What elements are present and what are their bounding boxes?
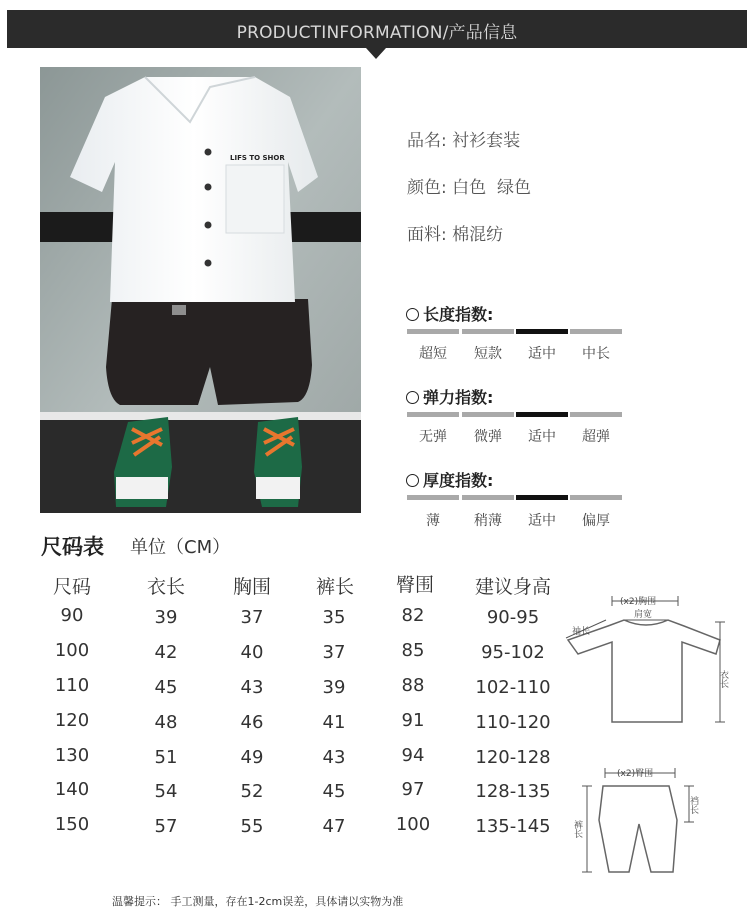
elasticity-level-2: 微弹: [474, 429, 502, 445]
pants-length-label: 裤长: [572, 820, 582, 838]
shoulder-label: 肩宽: [634, 610, 653, 620]
elasticity-bar-1: [407, 412, 459, 417]
table-cell: 120-128: [475, 747, 551, 768]
table-cell: 54: [154, 781, 178, 802]
thickness-level-2: 稍薄: [474, 513, 502, 529]
length-label: 衣长: [718, 670, 728, 688]
table-cell: 45: [154, 677, 178, 698]
table-cell: 57: [154, 816, 178, 837]
table-cell: 130: [54, 745, 90, 766]
table-cell: 55: [240, 816, 264, 837]
rise-label: 裆长: [688, 796, 698, 814]
thickness-bar-2: [462, 495, 514, 500]
table-cell: 90: [60, 605, 84, 626]
measurement-note: 温馨提示： 手工测量，存在1-2cm误差，具体请以实物为准: [112, 895, 404, 908]
elasticity-bar-3-selected: [516, 412, 568, 417]
table-cell: 90-95: [486, 607, 540, 628]
header-height: 建议身高: [474, 576, 551, 598]
product-fabric-value: 棉混纺: [452, 225, 504, 245]
hip-label: (x2)臀围: [617, 769, 654, 779]
table-cell: 39: [154, 607, 178, 628]
elasticity-level-4: 超弹: [582, 429, 610, 445]
header-title: PRODUCTINFORMATION/产品信息: [236, 23, 518, 43]
size-chart-title: 尺码表: [41, 535, 104, 559]
table-cell: 100: [395, 814, 431, 835]
table-cell: 91: [401, 710, 425, 731]
circle-icon: [406, 474, 419, 487]
size-chart-unit: 单位（CM）: [130, 537, 231, 558]
thickness-level-4: 偏厚: [582, 513, 610, 529]
thickness-bar-1: [407, 495, 459, 500]
table-cell: 120: [54, 710, 90, 731]
table-cell: 95-102: [481, 642, 545, 663]
length-level-1: 超短: [419, 346, 447, 362]
table-cell: 35: [322, 607, 346, 628]
header-size: 尺码: [52, 576, 91, 598]
table-cell: 128-135: [475, 781, 551, 802]
header-pointer: [366, 48, 386, 59]
product-fabric-label: 面料:: [407, 225, 447, 245]
table-cell: 40: [240, 642, 264, 663]
table-cell: 42: [154, 642, 178, 663]
table-cell: 41: [322, 712, 346, 733]
length-level-3: 适中: [528, 346, 556, 362]
table-cell: 47: [322, 816, 346, 837]
table-cell: 43: [322, 747, 346, 768]
length-bar-1: [407, 329, 459, 334]
table-cell: 85: [401, 640, 425, 661]
length-index-title: 长度指数:: [406, 302, 493, 325]
elasticity-bar-4: [570, 412, 622, 417]
product-photo: [40, 67, 361, 513]
elasticity-level-1: 无弹: [419, 429, 447, 445]
product-color-row: [407, 173, 531, 198]
elasticity-level-3: 适中: [528, 429, 556, 445]
shirt-print: LIFS TO SHOR: [230, 154, 285, 162]
table-cell: 45: [322, 781, 346, 802]
product-color-value: 白色 绿色: [452, 178, 531, 198]
thickness-index-title: 厚度指数:: [406, 468, 493, 491]
product-color-label: 颜色:: [407, 178, 447, 198]
table-cell: 39: [322, 677, 346, 698]
table-cell: 140: [54, 779, 90, 800]
table-cell: 46: [240, 712, 264, 733]
length-bar-4: [570, 329, 622, 334]
product-fabric-row: [407, 220, 503, 245]
table-cell: 88: [401, 675, 425, 696]
table-cell: 37: [322, 642, 346, 663]
table-cell: 48: [154, 712, 178, 733]
table-cell: 51: [154, 747, 178, 768]
length-level-2: 短款: [474, 346, 502, 362]
table-cell: 102-110: [475, 677, 551, 698]
shirt-measure-diagram: [560, 590, 740, 730]
thickness-level-1: 薄: [426, 513, 440, 529]
table-cell: 43: [240, 677, 264, 698]
header-pants-length: 裤长: [315, 576, 354, 598]
thickness-bar-3-selected: [516, 495, 568, 500]
table-cell: 37: [240, 607, 264, 628]
table-cell: 97: [401, 779, 425, 800]
table-cell: 52: [240, 781, 264, 802]
table-cell: 49: [240, 747, 264, 768]
length-level-4: 中长: [582, 346, 610, 362]
elasticity-index-title: 弹力指数:: [406, 385, 493, 408]
table-cell: 94: [401, 745, 425, 766]
chest-label: (x2)胸围: [620, 597, 657, 607]
table-cell: 110: [54, 675, 90, 696]
elasticity-bar-2: [462, 412, 514, 417]
table-cell: 135-145: [475, 816, 551, 837]
header-bar: [7, 10, 747, 48]
table-cell: 110-120: [475, 712, 551, 733]
header-length: 衣长: [146, 576, 185, 598]
circle-icon: [406, 391, 419, 404]
header-chest: 胸围: [232, 576, 271, 598]
product-name-row: [407, 126, 520, 151]
product-name-label: 品名:: [407, 131, 447, 151]
table-cell: 100: [54, 640, 90, 661]
circle-icon: [406, 308, 419, 321]
product-name-value: 衬衫套装: [452, 131, 521, 151]
header-hip: 臀围: [395, 574, 434, 596]
pants-measure-diagram: [565, 760, 725, 890]
sleeve-label: 袖长: [572, 627, 591, 637]
thickness-level-3: 适中: [528, 513, 556, 529]
table-cell: 82: [401, 605, 425, 626]
length-bar-2: [462, 329, 514, 334]
length-bar-3-selected: [516, 329, 568, 334]
thickness-bar-4: [570, 495, 622, 500]
table-cell: 150: [54, 814, 90, 835]
